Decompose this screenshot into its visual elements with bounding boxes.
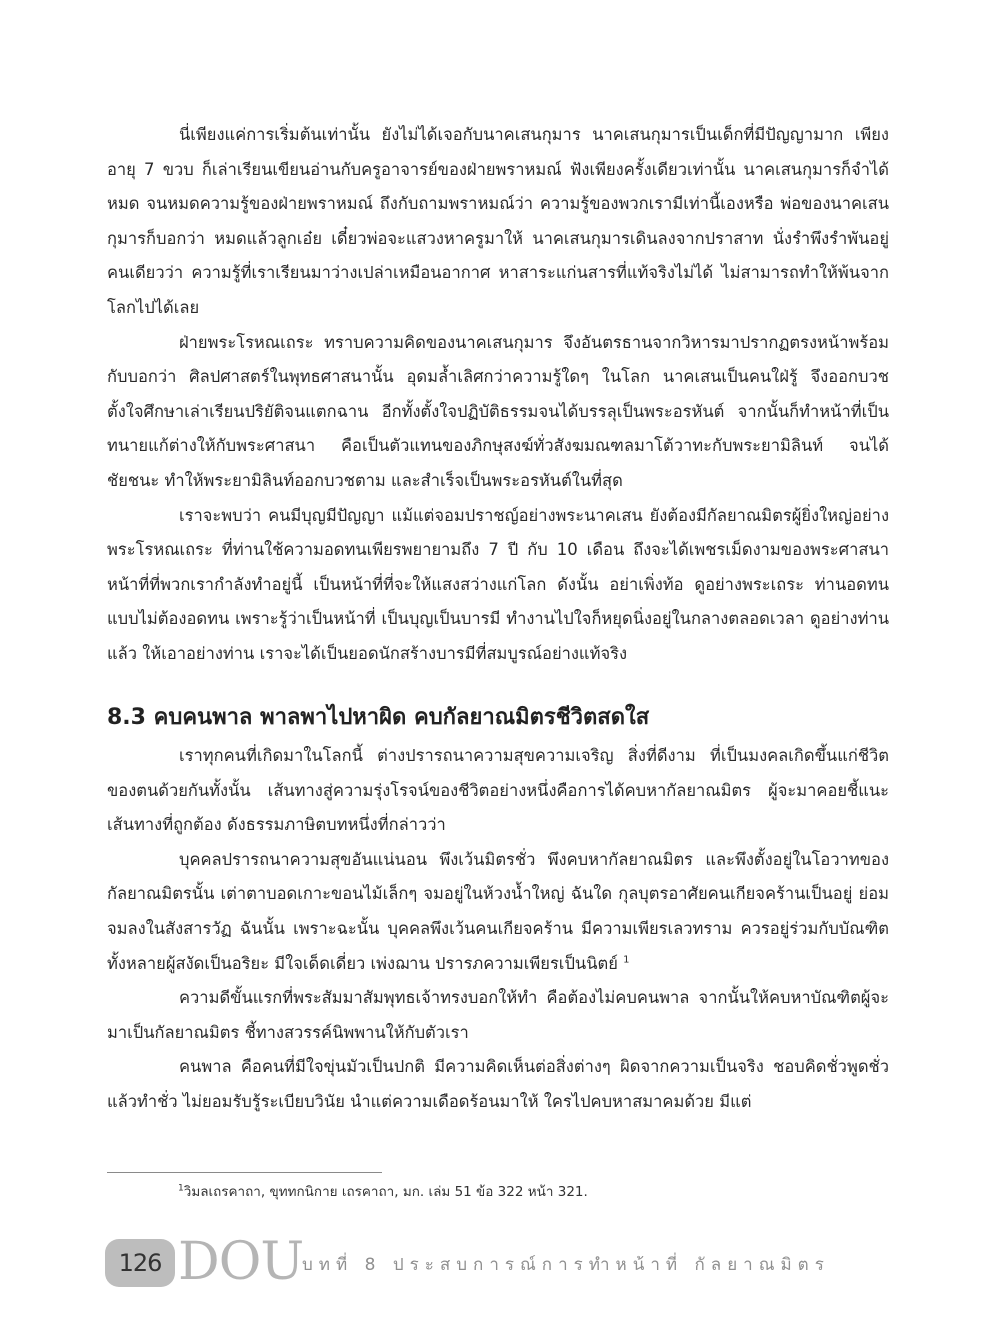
paragraph: คนพาล คือคนที่มีใจขุ่นมัวเป็นปกติ มีความคิดเห็นต่อสิ่งต่างๆ ผิดจากความเป็นจริง ชอบคิดชั่วพูดชั่ว แล้วทำชั่ว ไม่ยอมรับรู้ระเบียบวินัย นำแต่ความเดือดร้อนมาให้ ใครไปคบหาสมาคมด้วย มีแต่ (107, 1057, 889, 1111)
dou-logo: DOU (178, 1232, 304, 1292)
footnote-marker: 1 (178, 1183, 184, 1194)
body-text-block (107, 118, 889, 672)
page-number-badge: 126 (105, 1239, 175, 1287)
footnote-divider (107, 1172, 382, 1173)
footnote-reference[interactable]: 1 (623, 954, 630, 966)
footnote (178, 1182, 878, 1202)
running-chapter-title: บทที่ 8 ประสบการณ์การทำหน้าที่ กัลยาณมิตร (302, 1255, 830, 1275)
footnote-text: วิมลเถรคาถา, ขุททกนิกาย เถรคาถา, มก. เล่ม 51 ข้อ 322 หน้า 321. (183, 1184, 588, 1200)
paragraph: เราทุกคนที่เกิดมาในโลกนี้ ต่างปรารถนาความสุขความเจริญ สิ่งที่ดีงาม ที่เป็นมงคลเกิดขึ้นแก่ชีวิตของตนด้วยกันทั้งนั้น เส้นทางสู่ความรุ่งโรจน์ของชีวิตอย่างหนึ่งคือการได้คบหากัลยาณมิตร ผู้จะมาคอยชี้แนะเส้นทางที่ถูกต้อง ดังธรรมภาษิตบทหนึ่งที่กล่าวว่า (107, 746, 889, 835)
paragraph-text: บุคคลปรารถนาความสุขอันแน่นอน พึงเว้นมิตรชั่ว พึงคบหากัลยาณมิตร และพึงตั้งอยู่ในโอวาทของกัลยาณมิตรนั้น เต่าตาบอดเกาะขอนไม้เล็กๆ จมอยู่ในห้วงน้ำใหญ่ ฉันใด กุลบุตรอาศัยคนเกียจคร้านเป็นอยู่ ย่อมจมลงในสังสารวัฏ ฉันนั้น เพราะฉะนั้น บุคคลพึงเว้นคนเกียจคร้าน มีความเพียรเลวทราม ควรอยู่ร่วมกับบัณฑิตทั้งหลายผู้สงัดเป็นอริยะ มีใจเด็ดเดี่ยว เพ่งฌาน ปรารภความเพียรเป็นนิตย์ (107, 849, 889, 973)
paragraph: ความดีขั้นแรกที่พระสัมมาสัมพุทธเจ้าทรงบอกให้ทำ คือต้องไม่คบคนพาล จากนั้นให้คบหาบัณฑิตผู้จะมาเป็นกัลยาณมิตร ชี้ทางสวรรค์นิพพานให้กับตัวเรา (107, 988, 889, 1042)
paragraph: ฝ่ายพระโรหณเถระ ทราบความคิดของนาคเสนกุมาร จึงอันตรธานจากวิหารมาปรากฏตรงหน้าพร้อมกับบอกว่า ศิลปศาสตร์ในพุทธศาสนานั้น อุดมล้ำเลิศกว่าความรู้ใดๆ ในโลก นาคเสนเป็นคนใฝ่รู้ จึงออกบวช ตั้งใจศึกษาเล่าเรียนปริยัติจนแตกฉาน อีกทั้งตั้งใจปฏิบัติธรรมจนได้บรรลุเป็นพระอรหันต์ จากนั้นก็ทำหน้าที่เป็นทนายแก้ต่างให้กับพระศาสนา คือเป็นตัวแทนของภิกษุสงฆ์ทั่วสังฆมณฑลมาโต้วาทะกับพระยามิลินท์ จนได้ชัยชนะ ทำให้พระยามิลินท์ออกบวชตาม และสำเร็จเป็นพระอรหันต์ในที่สุด (107, 332, 889, 490)
section-heading: 8.3 คบคนพาล พาลพาไปหาผิด คบกัลยาณมิตรชีวิตสดใส (107, 705, 650, 730)
paragraph (107, 843, 889, 981)
paragraph: เราจะพบว่า คนมีบุญมีปัญญา แม้แต่จอมปราชญ์อย่างพระนาคเสน ยังต้องมีกัลยาณมิตรผู้ยิ่งใหญ่อย่างพระโรหณเถระ ที่ท่านใช้ความอดทนเพียรพยายามถึง 7 ปี กับ 10 เดือน ถึงจะได้เพชรเม็ดงามของพระศาสนา หน้าที่ที่พวกเรากำลังทำอยู่นี้ เป็นหน้าที่ที่จะให้แสงสว่างแก่โลก ดังนั้น อย่าเพิ่งท้อ ดูอย่างพระเถระ ท่านอดทนแบบไม่ต้องอดทน เพราะรู้ว่าเป็นหน้าที่ เป็นบุญเป็นบารมี ทำงานไปใจก็หยุดนิ่งอยู่ในกลางตลอดเวลา ดูอย่างท่านแล้ว ให้เอาอย่างท่าน เราจะได้เป็นยอดนักสร้างบารมีที่สมบูรณ์อย่างแท้จริง (107, 505, 889, 663)
section-body-text (107, 739, 889, 1120)
paragraph: นี่เพียงแค่การเริ่มต้นเท่านั้น ยังไม่ได้เจอกับนาคเสนกุมาร นาคเสนกุมารเป็นเด็กที่มีปัญญามาก เพียงอายุ 7 ขวบ ก็เล่าเรียนเขียนอ่านกับครูอาจารย์ของฝ่ายพราหมณ์ ฟังเพียงครั้งเดียวเท่านั้น นาคเสนกุมารก็จำได้หมด จนหมดความรู้ของฝ่ายพราหมณ์ ถึงกับถามพราหมณ์ว่า ความรู้ของพวกเรามีเท่านี้เองหรือ พ่อของนาคเสนกุมารก็บอกว่า หมดแล้วลูกเอ๋ย เดี๋ยวพ่อจะแสวงหาครูมาให้ นาคเสนกุมารเดินลงจากปราสาท นั่งรำพึงรำพันอยู่คนเดียวว่า ความรู้ที่เราเรียนมาว่างเปล่าเหมือนอากาศ หาสาระแก่นสารที่แท้จริงไม่ได้ ไม่สามารถทำให้พ้นจากโลกไปได้เลย (107, 125, 889, 317)
